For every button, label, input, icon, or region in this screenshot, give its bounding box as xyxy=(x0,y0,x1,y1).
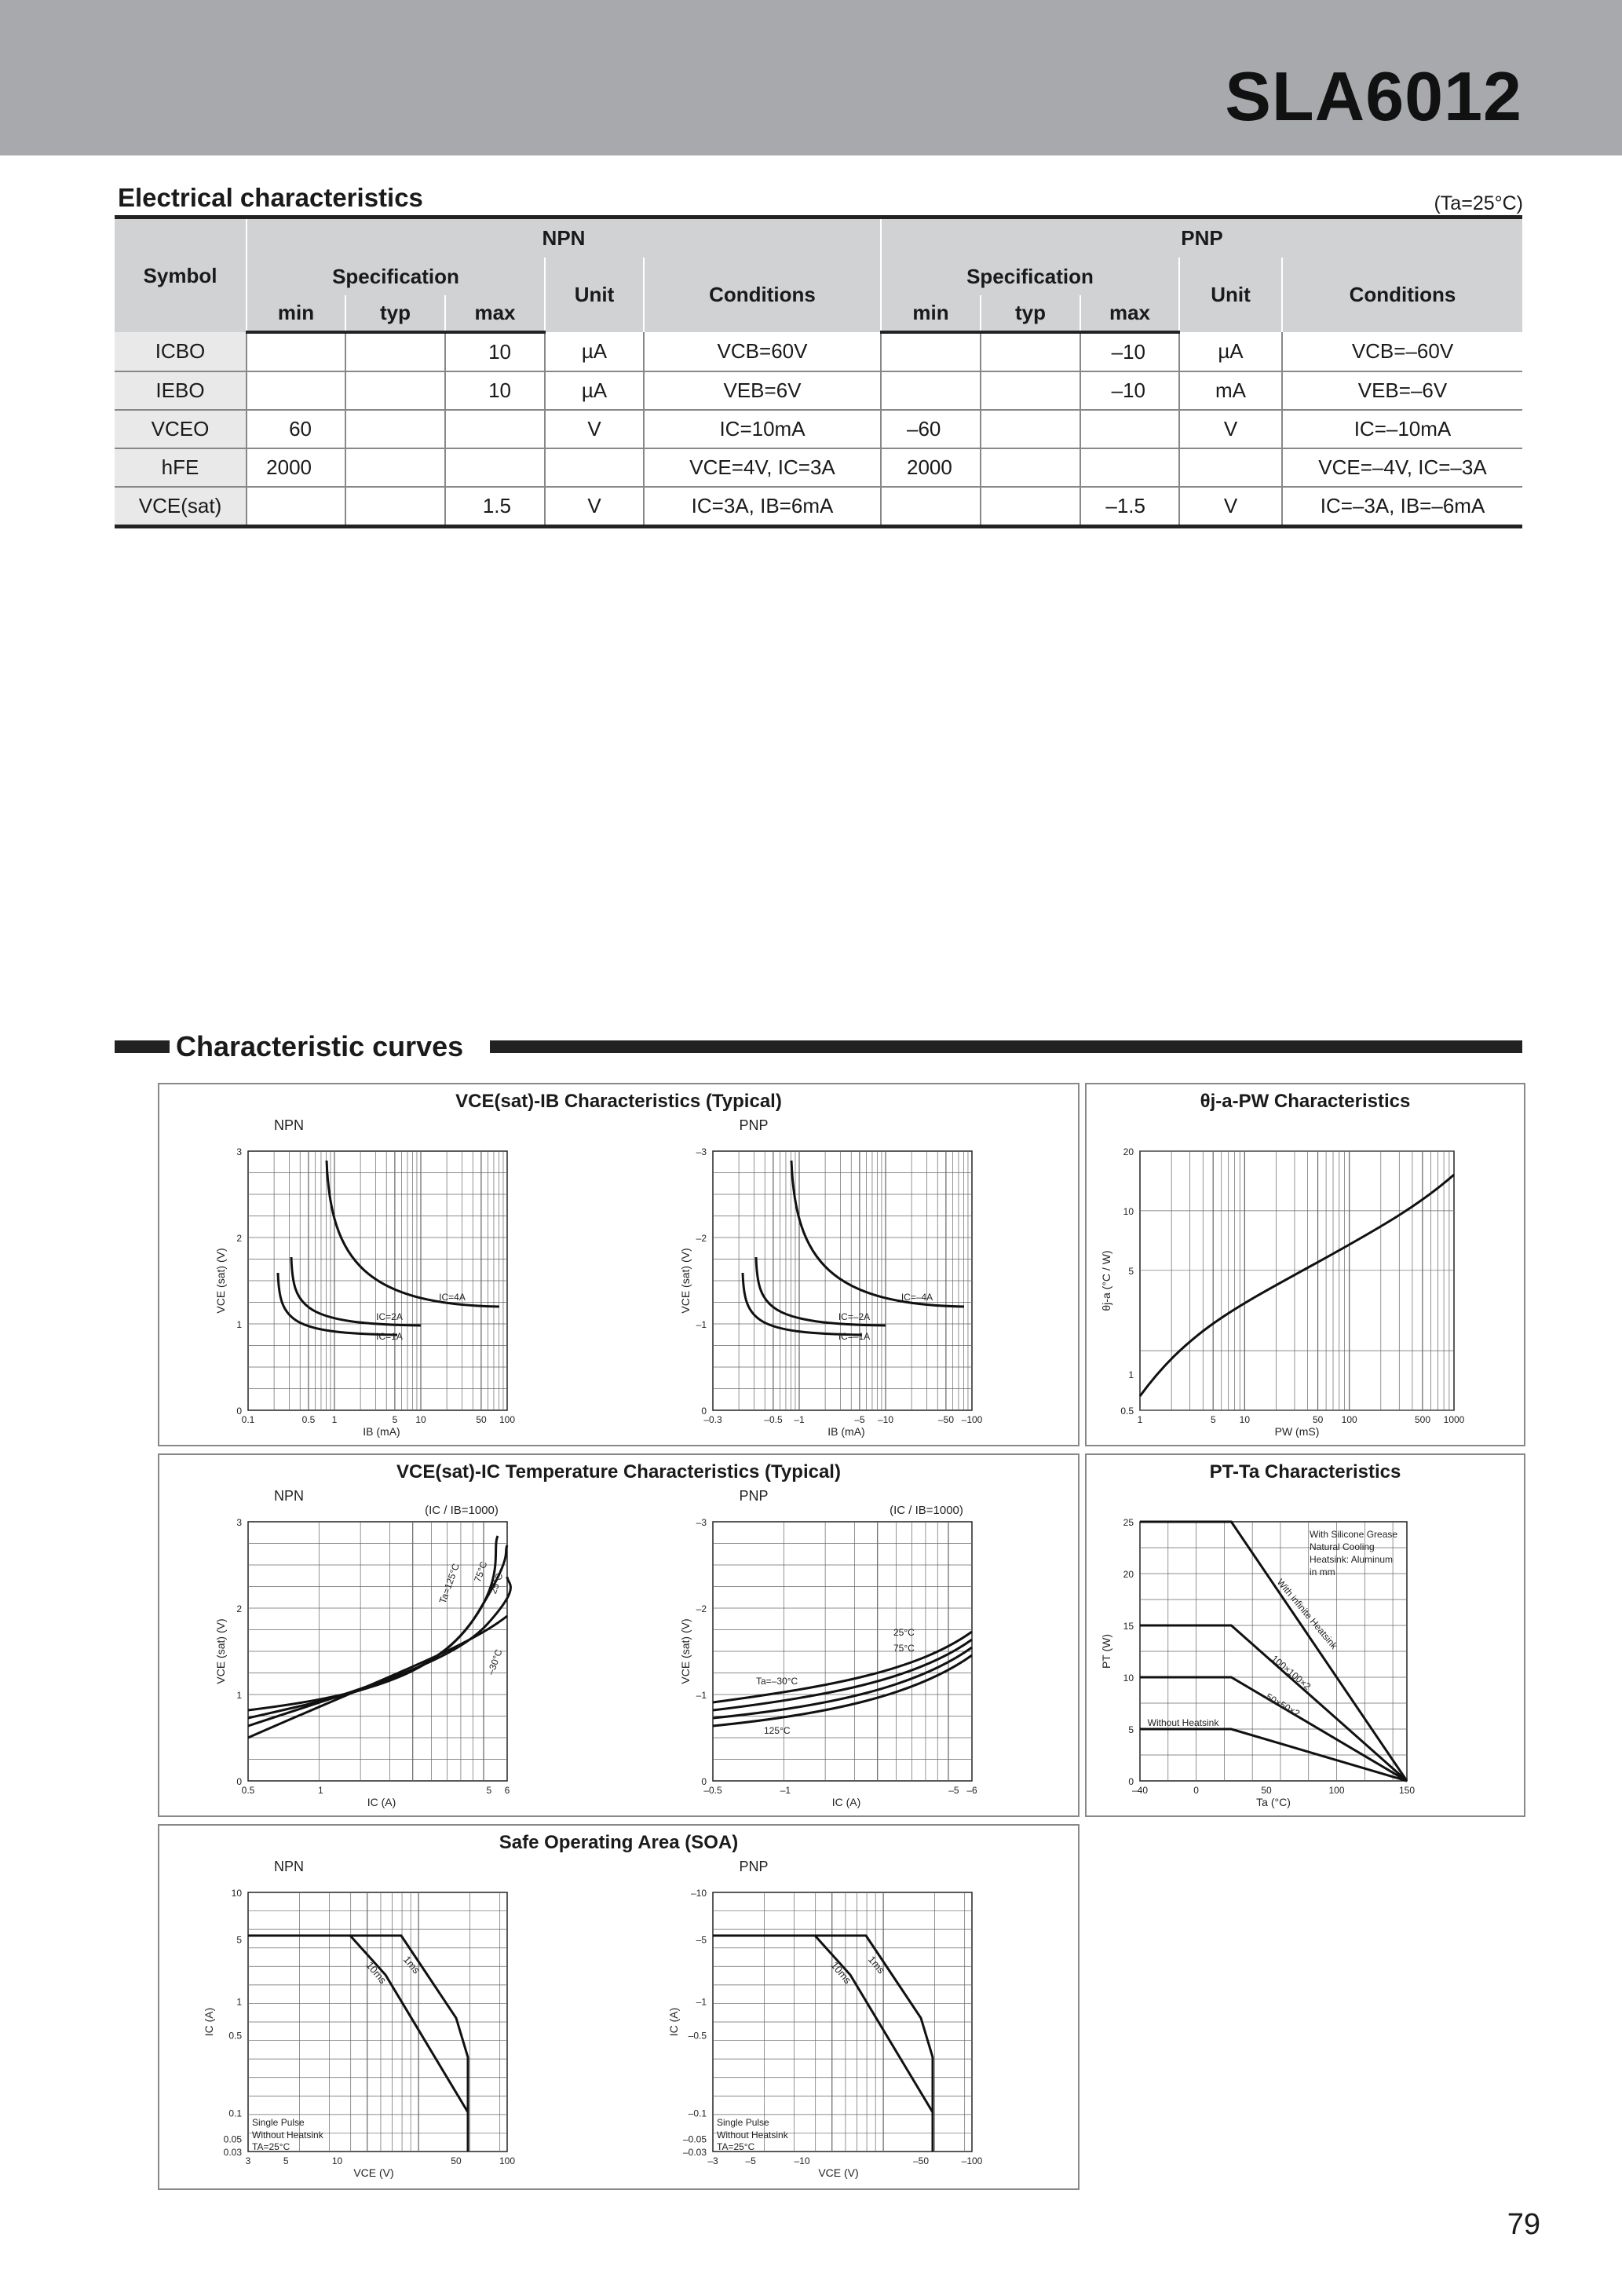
header-npn-typ: typ xyxy=(345,295,445,332)
x-tick: 5 xyxy=(283,2155,289,2166)
x-tick: 6 xyxy=(504,1785,510,1796)
y-tick: 0 xyxy=(236,1406,242,1417)
curve-label: IC=1A xyxy=(376,1331,403,1342)
x-tick: 5 xyxy=(392,1414,398,1425)
cell-npn-unit: V xyxy=(545,410,644,448)
table-row xyxy=(115,332,1522,371)
x-tick: 50 xyxy=(1261,1785,1272,1796)
y-axis-label: IC (A) xyxy=(667,2007,680,2037)
theta-chart xyxy=(1087,1084,1524,1445)
electrical-title: Electrical characteristics xyxy=(118,183,423,212)
y-tick: –0.05 xyxy=(682,2133,707,2145)
curve-m30c xyxy=(713,1632,972,1702)
table-row xyxy=(115,487,1522,527)
cell-npn-max: 10 xyxy=(445,371,545,410)
x-tick: –10 xyxy=(877,1414,894,1425)
pt-ta-chart xyxy=(1087,1455,1524,1815)
curve-label: IC=–1A xyxy=(838,1331,871,1342)
header-symbol: Symbol xyxy=(115,218,247,333)
cell-npn-max: 1.5 xyxy=(445,487,545,527)
temperature-note: (Ta=25°C) xyxy=(1434,192,1523,214)
y-tick: –2 xyxy=(696,1603,707,1614)
cell-pnp-typ xyxy=(981,487,1080,527)
cell-pnp-min xyxy=(881,487,981,527)
curve-ic-4a xyxy=(327,1161,499,1307)
sub-label: PNP xyxy=(739,1859,769,1874)
curve-label: 10ms xyxy=(828,1959,854,1987)
x-tick: 100 xyxy=(1328,1785,1345,1796)
y-tick: 20 xyxy=(1123,1146,1134,1157)
cell-pnp-typ xyxy=(981,410,1080,448)
x-tick: 10 xyxy=(1239,1414,1251,1425)
cell-sym: VCE(sat) xyxy=(115,487,247,527)
y-tick: 1 xyxy=(236,1690,242,1701)
cell-npn-cond: VEB=6V xyxy=(644,371,881,410)
x-tick: 500 xyxy=(1414,1414,1431,1425)
header-pnp: PNP xyxy=(881,218,1522,258)
curve-label: 25°C xyxy=(893,1627,915,1638)
cell-pnp-typ xyxy=(981,332,1080,371)
x-axis-label: IB (mA) xyxy=(363,1425,400,1438)
cell-pnp-unit: mA xyxy=(1179,371,1282,410)
x-tick: 3 xyxy=(245,2155,251,2166)
header-pnp-cond: Conditions xyxy=(1282,258,1522,332)
x-axis-label: VCE (V) xyxy=(818,2166,859,2179)
x-tick: –100 xyxy=(961,1414,983,1425)
x-tick: 0 xyxy=(1193,1785,1199,1796)
y-axis-label: VCE (sat) (V) xyxy=(214,1618,227,1684)
y-tick: –2 xyxy=(696,1233,707,1244)
x-tick: –5 xyxy=(948,1785,959,1796)
curve-m30c xyxy=(248,1616,507,1738)
part-number: SLA6012 xyxy=(1225,57,1522,135)
cell-pnp-min: 2000 xyxy=(881,448,981,487)
panel-theta xyxy=(1085,1083,1525,1446)
cell-npn-typ xyxy=(345,410,445,448)
header-npn-min: min xyxy=(247,295,345,332)
curve-label: IC=–2A xyxy=(838,1311,871,1322)
header-pnp-spec: Specification xyxy=(881,258,1179,295)
header-npn: NPN xyxy=(247,218,881,258)
note-line: Without Heatsink xyxy=(252,2130,323,2141)
cell-pnp-min: –60 xyxy=(881,410,981,448)
y-tick: 1 xyxy=(236,1319,242,1330)
y-tick: 5 xyxy=(1128,1724,1134,1735)
theta-title: θj-a-PW Characteristics xyxy=(1200,1091,1411,1112)
cell-pnp-cond: IC=–3A, IB=–6mA xyxy=(1282,487,1522,527)
x-tick: 0.5 xyxy=(241,1785,255,1796)
cell-npn-max: 10 xyxy=(445,332,545,371)
cell-npn-typ xyxy=(345,371,445,410)
x-tick: 100 xyxy=(499,2155,516,2166)
x-axis-label: VCE (V) xyxy=(353,2166,394,2179)
cell-pnp-max xyxy=(1080,410,1179,448)
sub-label: NPN xyxy=(273,1488,305,1504)
panel-vce-ib xyxy=(158,1083,1080,1446)
y-tick: 15 xyxy=(1123,1621,1134,1632)
x-tick: –50 xyxy=(912,2155,930,2166)
x-tick: –0.3 xyxy=(703,1414,722,1425)
y-tick: 10 xyxy=(231,1888,242,1899)
x-axis-label: IB (mA) xyxy=(827,1425,865,1438)
note-line: Without Heatsink xyxy=(717,2130,788,2141)
header-npn-unit: Unit xyxy=(545,258,644,332)
cell-pnp-max xyxy=(1080,448,1179,487)
cell-npn-typ xyxy=(345,332,445,371)
cell-npn-cond: IC=3A, IB=6mA xyxy=(644,487,881,527)
x-tick: 10 xyxy=(331,2155,343,2166)
sub-label: NPN xyxy=(273,1859,305,1874)
x-tick: –1 xyxy=(780,1785,791,1796)
y-tick: 5 xyxy=(236,1934,242,1946)
y-tick: 1 xyxy=(236,1996,242,2008)
x-tick: –100 xyxy=(961,2155,983,2166)
y-tick: 3 xyxy=(236,1517,242,1528)
x-tick: –0.5 xyxy=(764,1414,783,1425)
vce-ic-title: VCE(sat)-IC Temperature Characteristics (Typical) xyxy=(396,1461,841,1483)
sub-label: PNP xyxy=(739,1117,769,1133)
electrical-table xyxy=(115,215,1522,528)
curve-label: IC=–4A xyxy=(901,1292,933,1303)
cell-npn-typ xyxy=(345,448,445,487)
vce-ib-chart xyxy=(159,1084,1078,1445)
y-tick: 0.5 xyxy=(228,2030,242,2042)
header-npn-cond: Conditions xyxy=(644,258,881,332)
soa-chart xyxy=(159,1826,1078,2188)
soa-title: Safe Operating Area (SOA) xyxy=(499,1832,739,1853)
y-tick: –5 xyxy=(696,1934,707,1946)
header-pnp-max: max xyxy=(1080,295,1179,332)
note-line: Heatsink: Aluminum xyxy=(1310,1554,1394,1565)
y-axis-label: VCE (sat) (V) xyxy=(679,1248,692,1314)
cell-pnp-min xyxy=(881,371,981,410)
y-tick: –0.03 xyxy=(682,2147,707,2158)
curve-75c xyxy=(248,1545,507,1718)
cell-pnp-typ xyxy=(981,371,1080,410)
cell-npn-unit xyxy=(545,448,644,487)
y-tick: 2 xyxy=(236,1603,242,1614)
x-tick: –5 xyxy=(745,2155,756,2166)
plot-frame xyxy=(1140,1151,1454,1410)
y-tick: 10 xyxy=(1123,1673,1134,1684)
x-tick: 50 xyxy=(476,1414,487,1425)
curves-bar-right xyxy=(490,1040,1522,1053)
cell-pnp-max: –1.5 xyxy=(1080,487,1179,527)
header-pnp-min: min xyxy=(881,295,981,332)
header-npn-spec: Specification xyxy=(247,258,545,295)
curve-label: 75°C xyxy=(893,1643,915,1654)
cell-npn-unit: V xyxy=(545,487,644,527)
x-tick: 5 xyxy=(486,1785,492,1796)
y-tick: –1 xyxy=(696,1319,707,1330)
cell-pnp-cond: VCE=–4V, IC=–3A xyxy=(1282,448,1522,487)
y-tick: –10 xyxy=(690,1888,707,1899)
x-tick: 1000 xyxy=(1443,1414,1465,1425)
x-tick: 1 xyxy=(318,1785,323,1796)
curve-label: 10ms xyxy=(363,1959,389,1987)
y-tick: 10 xyxy=(1123,1205,1134,1217)
cell-pnp-cond: IC=–10mA xyxy=(1282,410,1522,448)
y-tick: 20 xyxy=(1123,1569,1134,1580)
cell-npn-min xyxy=(247,332,345,371)
cell-npn-max xyxy=(445,448,545,487)
x-tick: 0.5 xyxy=(301,1414,316,1425)
x-tick: 5 xyxy=(1210,1414,1216,1425)
curves-bar-left xyxy=(115,1040,170,1053)
curve-label: Ta=–30°C xyxy=(756,1676,798,1687)
header-pnp-unit: Unit xyxy=(1179,258,1282,332)
panel-vce-ic xyxy=(158,1453,1080,1817)
y-tick: 0.1 xyxy=(228,2108,242,2119)
curve-ic-4a xyxy=(791,1161,964,1307)
panel-soa xyxy=(158,1824,1080,2190)
note-line: Natural Cooling xyxy=(1310,1541,1375,1552)
table-row xyxy=(115,371,1522,410)
theta-curve xyxy=(1140,1175,1454,1396)
y-tick: –1 xyxy=(696,1690,707,1701)
y-tick: –0.1 xyxy=(688,2108,707,2119)
curve-label: Without Heatsink xyxy=(1147,1717,1219,1728)
cell-npn-cond: VCE=4V, IC=3A xyxy=(644,448,881,487)
cell-pnp-min xyxy=(881,332,981,371)
header-npn-max: max xyxy=(445,295,545,332)
curve-label: With infinite Heatsink xyxy=(1274,1577,1340,1651)
x-tick: 0.1 xyxy=(241,1414,255,1425)
curve-label: 75°C xyxy=(472,1559,490,1584)
cell-npn-min: 60 xyxy=(247,410,345,448)
cell-pnp-unit: V xyxy=(1179,487,1282,527)
cell-npn-min: 2000 xyxy=(247,448,345,487)
y-tick: 0 xyxy=(701,1406,707,1417)
cell-pnp-unit: µA xyxy=(1179,332,1282,371)
curve-label: –30°C xyxy=(484,1647,505,1676)
cell-pnp-max: –10 xyxy=(1080,332,1179,371)
x-tick: –50 xyxy=(937,1414,955,1425)
x-tick: –3 xyxy=(707,2155,718,2166)
cell-npn-unit: µA xyxy=(545,371,644,410)
cell-pnp-cond: VEB=–6V xyxy=(1282,371,1522,410)
x-axis-label: IC (A) xyxy=(831,1796,861,1808)
header-pnp-typ: typ xyxy=(981,295,1080,332)
x-tick: 100 xyxy=(499,1414,516,1425)
table-row xyxy=(115,410,1522,448)
y-tick: 2 xyxy=(236,1233,242,1244)
y-axis-label: IC (A) xyxy=(203,2007,215,2037)
condition-label: (IC / IB=1000) xyxy=(890,1504,963,1517)
y-tick: 3 xyxy=(236,1146,242,1157)
curve-label: 50×50×2 xyxy=(1263,1691,1302,1720)
cell-npn-min xyxy=(247,487,345,527)
x-axis-label: IC (A) xyxy=(367,1796,396,1808)
cell-pnp-unit xyxy=(1179,448,1282,487)
x-tick: –6 xyxy=(966,1785,977,1796)
note-line: TA=25°C xyxy=(252,2141,290,2152)
y-tick: 0 xyxy=(1128,1776,1134,1787)
x-tick: 10 xyxy=(415,1414,426,1425)
cell-npn-typ xyxy=(345,487,445,527)
x-tick: –1 xyxy=(794,1414,805,1425)
y-tick: 1 xyxy=(1128,1369,1134,1380)
sub-label: NPN xyxy=(273,1117,305,1133)
y-tick: 0.03 xyxy=(223,2147,242,2158)
cell-pnp-cond: VCB=–60V xyxy=(1282,332,1522,371)
vce-ic-chart xyxy=(159,1455,1078,1815)
sub-label: PNP xyxy=(739,1488,769,1504)
pt-ta-title: PT-Ta Characteristics xyxy=(1209,1461,1401,1483)
curves-title: Characteristic curves xyxy=(176,1030,464,1062)
cell-sym: hFE xyxy=(115,448,247,487)
cell-sym: ICBO xyxy=(115,332,247,371)
y-axis-label: VCE (sat) (V) xyxy=(214,1248,227,1314)
y-tick: –0.5 xyxy=(688,2030,707,2042)
curve-label: 125°C xyxy=(764,1725,791,1736)
y-tick: –1 xyxy=(696,1996,707,2008)
cell-pnp-typ xyxy=(981,448,1080,487)
y-tick: 0.5 xyxy=(1120,1406,1134,1417)
cell-npn-cond: IC=10mA xyxy=(644,410,881,448)
y-tick: –3 xyxy=(696,1146,707,1157)
y-axis-label: VCE (sat) (V) xyxy=(679,1618,692,1684)
cell-pnp-max: –10 xyxy=(1080,371,1179,410)
page-number: 79 xyxy=(1507,2208,1540,2241)
note-line: With Silicone Grease xyxy=(1310,1529,1398,1540)
x-tick: 1 xyxy=(331,1414,338,1425)
cell-npn-unit: µA xyxy=(545,332,644,371)
y-axis-label: PT (W) xyxy=(1100,1633,1112,1669)
x-axis-label: Ta (°C) xyxy=(1256,1796,1291,1808)
curve-label: IC=2A xyxy=(376,1311,403,1322)
cell-npn-min xyxy=(247,371,345,410)
cell-npn-cond: VCB=60V xyxy=(644,332,881,371)
condition-label: (IC / IB=1000) xyxy=(425,1504,499,1517)
note-line: Single Pulse xyxy=(252,2117,305,2128)
curve-label: IC=4A xyxy=(439,1292,466,1303)
x-tick: 1 xyxy=(1137,1414,1143,1425)
panel-pt-ta xyxy=(1085,1453,1525,1817)
note-line: TA=25°C xyxy=(717,2141,755,2152)
note-line: in mm xyxy=(1310,1567,1335,1578)
y-tick: 25 xyxy=(1123,1517,1134,1528)
x-axis-label: PW (mS) xyxy=(1274,1425,1320,1438)
x-tick: –40 xyxy=(1131,1785,1149,1796)
cell-sym: IEBO xyxy=(115,371,247,410)
y-tick: 0 xyxy=(236,1776,242,1787)
y-tick: –3 xyxy=(696,1517,707,1528)
curve-label: 1ms xyxy=(865,1953,888,1976)
curve-label: 25°C xyxy=(488,1571,506,1596)
curve-label: 100×100×2 xyxy=(1269,1653,1313,1692)
x-tick: –10 xyxy=(794,2155,810,2166)
x-tick: –0.5 xyxy=(703,1785,722,1796)
y-tick: 0.05 xyxy=(223,2133,242,2145)
table-row xyxy=(115,448,1522,487)
cell-sym: VCEO xyxy=(115,410,247,448)
y-tick: 0 xyxy=(701,1776,707,1787)
vce-ib-title: VCE(sat)-IB Characteristics (Typical) xyxy=(455,1091,782,1112)
x-tick: –5 xyxy=(854,1414,865,1425)
x-tick: 50 xyxy=(451,2155,462,2166)
note-line: Single Pulse xyxy=(717,2117,769,2128)
y-tick: 5 xyxy=(1128,1265,1134,1277)
x-tick: 100 xyxy=(1341,1414,1357,1425)
cell-pnp-unit: V xyxy=(1179,410,1282,448)
cell-npn-max xyxy=(445,410,545,448)
curve-label: 1ms xyxy=(400,1953,423,1976)
curve-label: Ta=125°C xyxy=(437,1562,462,1606)
x-tick: 50 xyxy=(1312,1414,1324,1425)
y-axis-label: θj-a (°C / W) xyxy=(1100,1250,1112,1311)
x-tick: 150 xyxy=(1398,1785,1416,1796)
